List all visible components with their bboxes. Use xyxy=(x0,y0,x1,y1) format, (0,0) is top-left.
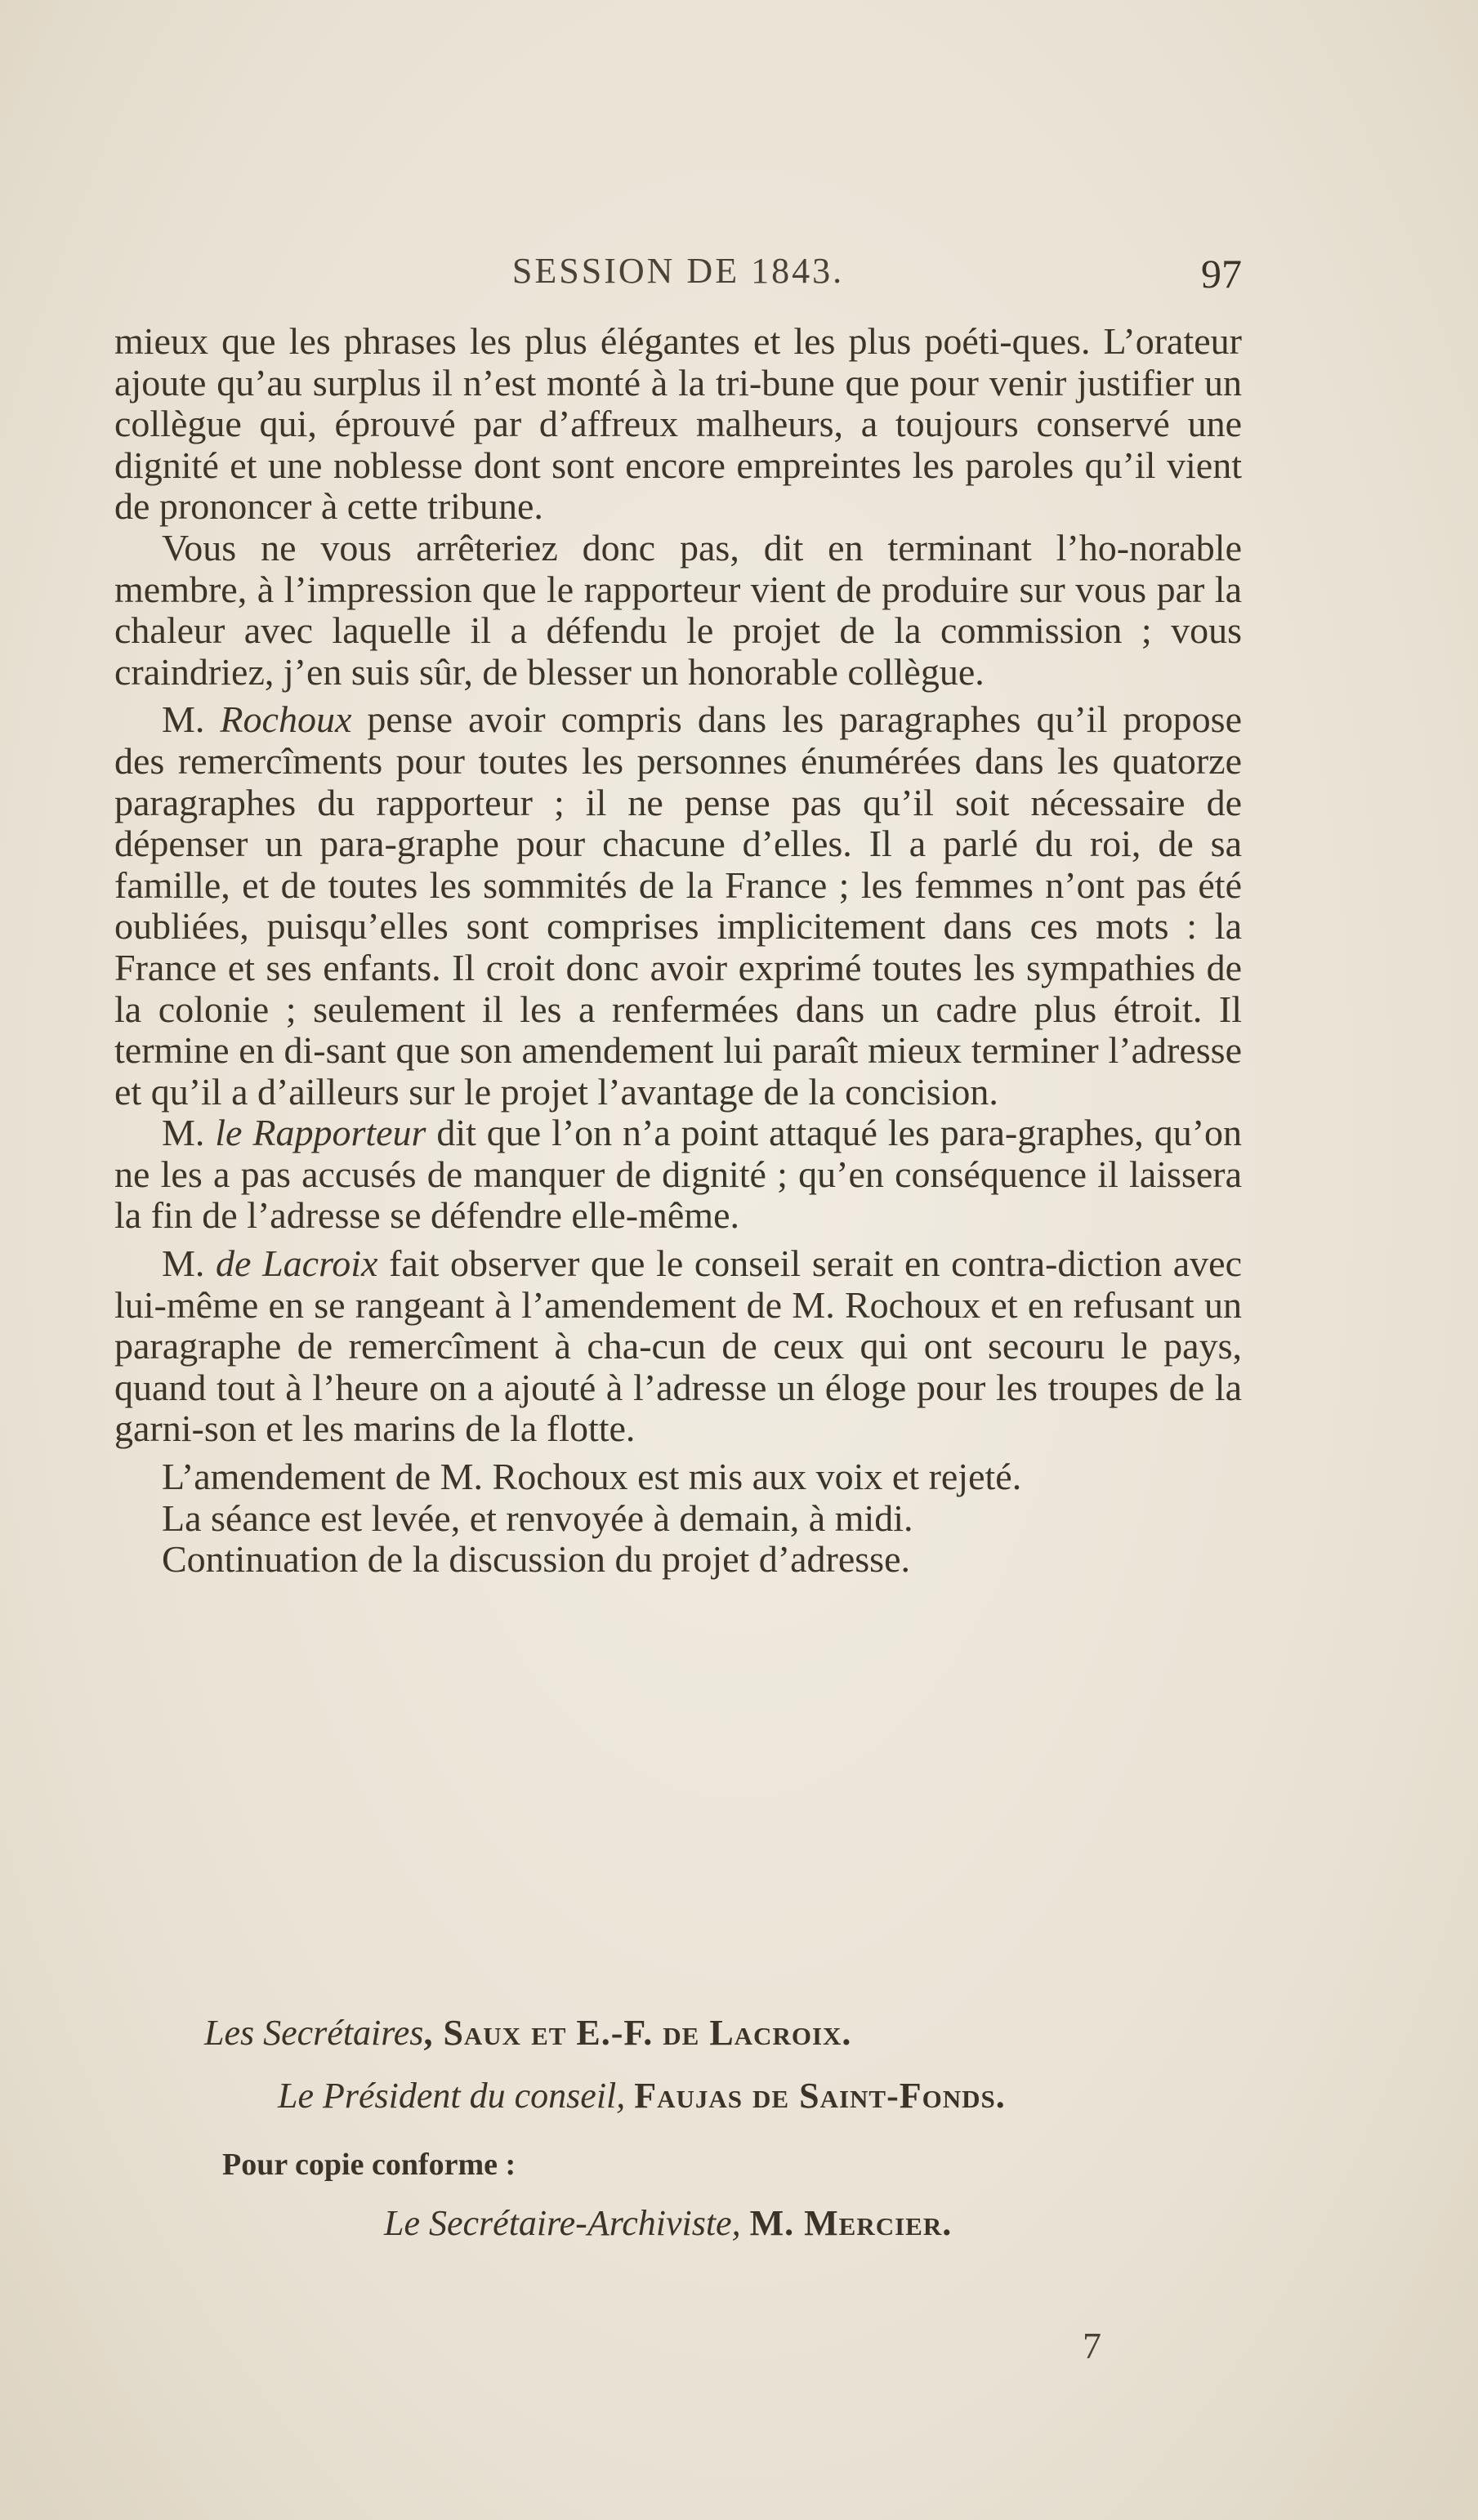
paragraph-adjourn: La séance est levée, et renvoyée à demain, à midi. xyxy=(162,1496,913,1539)
paragraph-vote: L’amendement de M. Rochoux est mis aux voix et rejeté. xyxy=(162,1456,1022,1498)
signature-archivist xyxy=(384,2202,952,2244)
president-role: Le Président du conseil, xyxy=(278,2076,626,2116)
speech-text: fait observer que le conseil serait en contra-diction avec lui-même en se rangeant à l’amendement de M. Rochoux et en refusant un paragraphe de remercîment à cha-cun de ceux qui ont secouru le pays, quand tout à l’heure on a ajouté à l’adresse un éloge pour les troupes de la garni-son et les marins de la flotte. xyxy=(114,1242,1242,1450)
paragraph-continuation: mieux que les phrases les plus élégantes et les plus poéti-ques. L’orateur ajoute qu’au surplus il n’est monté à la tri-bune que pour venir justifier un collègue qui, éprouvé par d’affreux malheurs, a toujours conservé une dignité et une noblesse dont sont encore empreintes les paroles qu’il vient de prononcer à cette tribune. xyxy=(114,320,1242,528)
speaker-name: le Rapporteur xyxy=(215,1112,426,1154)
paragraph-honorable-membre: Vous ne vous arrêteriez donc pas, dit en terminant l’ho-norable membre, à l’impression que le rapporteur vient de produire sur vous par la chaleur avec laquelle il a défendu le projet de la commission ; vous craindriez, j’en suis sûr, de blesser un honorable collègue. xyxy=(114,526,1242,693)
page-number: 97 xyxy=(1201,251,1242,297)
paragraph-rapporteur xyxy=(114,1113,1242,1237)
paragraph-lacroix xyxy=(114,1243,1242,1450)
secretaries-role: Les Secrétaires xyxy=(204,2013,424,2053)
president-name: Faujas de Saint-Fonds. xyxy=(634,2076,1006,2116)
speaker-prefix: M. xyxy=(162,1112,216,1154)
secretaries-names: , Saux et E.-F. de Lacroix. xyxy=(423,2013,852,2053)
copy-conforme: Pour copie conforme : xyxy=(222,2148,516,2182)
archivist-name: M. Mercier. xyxy=(749,2203,953,2243)
speaker-prefix: M. xyxy=(162,698,221,741)
speech-text: pense avoir compris dans les paragraphes qu’il propose des remercîments pour toutes les personnes énumérées dans les quatorze paragraphes du rapporteur ; il ne pense pas qu’il soit nécessaire de dépenser un para-graphe pour chacune d’elles. Il a parlé du roi, de sa famille, et de toutes les sommités de la France ; les femmes n’ont pas été oubliées, puisqu’elles sont comprises implicitement dans ces mots : la France et ses enfants. Il croit donc avoir exprimé toutes les sympathies de la colonie ; seulement il les a renfermées dans un cadre plus étroit. Il termine en di-sant que son amendement lui paraît mieux terminer l’adresse et qu’il a d’ailleurs sur le projet l’avantage de la concision. xyxy=(114,698,1243,1113)
page-body xyxy=(114,321,1242,1581)
archivist-role: Le Secrétaire-Archiviste, xyxy=(384,2203,741,2243)
speaker-name: Rochoux xyxy=(220,698,352,741)
paragraph-rochoux xyxy=(114,699,1242,1113)
signature-president xyxy=(278,2075,1006,2116)
signature-secretaries xyxy=(204,2012,851,2054)
speaker-name: de Lacroix xyxy=(216,1242,378,1285)
page-header xyxy=(114,250,1242,299)
signature-mark: 7 xyxy=(1083,2325,1101,2366)
speaker-prefix: M. xyxy=(162,1242,217,1285)
paragraph-continuation-next: Continuation de la discussion du projet d’adresse. xyxy=(162,1538,911,1581)
running-title: SESSION DE 1843. xyxy=(511,251,845,291)
speech-text: dit que l’on n’a point attaqué les para-graphes, qu’on ne les a pas accusés de manquer de dignité ; qu’en conséquence il laissera la fin de l’adresse se défendre elle-même. xyxy=(114,1112,1243,1237)
